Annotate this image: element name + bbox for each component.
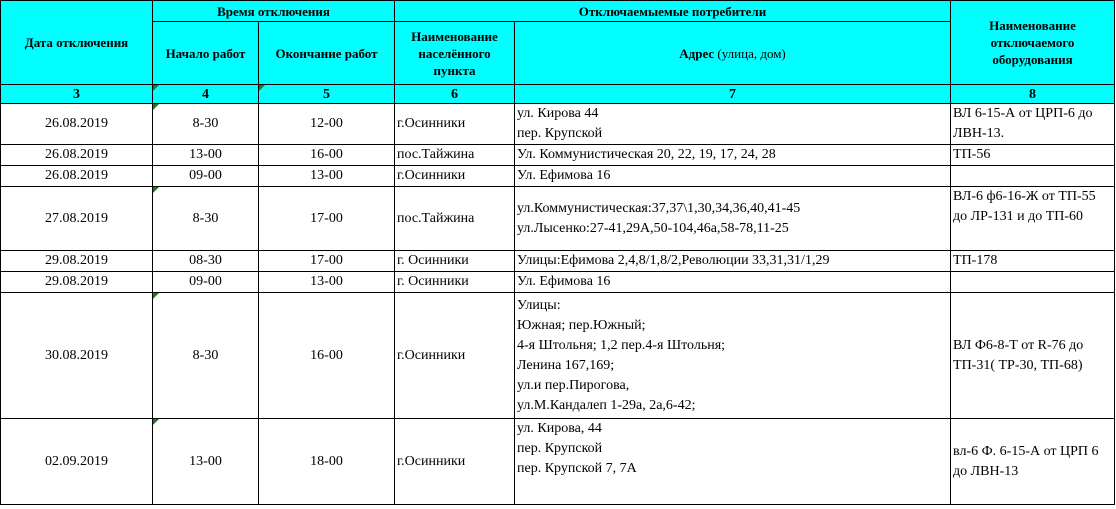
cell-address (515, 104, 951, 145)
address-line: пер. Крупской (517, 441, 603, 456)
cell-settlement: г.Осинники (395, 419, 515, 505)
cell-start: 13-00 (153, 145, 259, 166)
table-row (1, 104, 1115, 145)
table-row (1, 251, 1115, 272)
cell-date: 26.08.2019 (1, 166, 153, 187)
col-number: 7 (515, 85, 951, 104)
cell-start: 8-30 (153, 104, 259, 145)
cell-settlement: пос.Тайжина (395, 145, 515, 166)
cell-settlement: пос.Тайжина (395, 187, 515, 251)
header-start: Начало работ (153, 22, 259, 85)
address-line: Ул. Ефимова 16 (517, 168, 611, 183)
table-row (1, 166, 1115, 187)
cell-settlement: г.Осинники (395, 166, 515, 187)
cell-date: 26.08.2019 (1, 145, 153, 166)
header-end: Окончание работ (259, 22, 395, 85)
cell-end: 13-00 (259, 166, 395, 187)
cell-start: 8-30 (153, 187, 259, 251)
cell-end: 13-00 (259, 272, 395, 293)
table-row (1, 187, 1115, 251)
address-line: Ленина 167,169; (517, 357, 615, 373)
cell-end: 17-00 (259, 187, 395, 251)
address-line: ул.Коммунистическая:37,37\1,30,34,36,40,41-45 (517, 200, 801, 216)
header-equipment: Наименование отключаемого оборудования (951, 1, 1115, 85)
address-line: ул.Лысенко:27-41,29А,50-104,46а,58-78,11-25 (517, 220, 789, 236)
cell-equipment (951, 166, 1115, 187)
cell-address (515, 145, 951, 166)
address-line: 4-я Штольня; 1,2 пер.4-я Штольня; (517, 337, 726, 353)
header-date: Дата отключения (1, 1, 153, 85)
header-address (515, 22, 951, 85)
col-number: 6 (395, 85, 515, 104)
cell-date: 29.08.2019 (1, 272, 153, 293)
col-number: 3 (1, 85, 153, 104)
col-number: 8 (951, 85, 1115, 104)
cell-end: 17-00 (259, 251, 395, 272)
cell-start: 09-00 (153, 272, 259, 293)
cell-address (515, 419, 951, 505)
address-line: Южная; пер.Южный; (517, 317, 646, 333)
address-line: Улицы: (517, 297, 561, 313)
address-line: ул.и пер.Пирогова, (517, 377, 630, 393)
cell-end: 16-00 (259, 145, 395, 166)
address-line: ул. Кирова 44 (517, 106, 599, 121)
cell-equipment: ВЛ-6 ф6-16-Ж от ТП-55 до ЛР-131 и до ТП-60 (951, 187, 1115, 251)
cell-date: 27.08.2019 (1, 187, 153, 251)
address-line: Улицы:Ефимова 2,4,8/1,8/2,Революции 33,31,31/1,29 (517, 253, 830, 268)
cell-settlement: г. Осинники (395, 272, 515, 293)
address-line: Ул. Ефимова 16 (517, 274, 611, 289)
column-numbers-row (1, 85, 1115, 104)
cell-equipment: вл-6 Ф. 6-15-А от ЦРП 6 до ЛВН-13 (951, 419, 1115, 505)
cell-address (515, 293, 951, 419)
address-line: Ул. Коммунистическая 20, 22, 19, 17, 24, 28 (517, 147, 776, 162)
cell-start: 13-00 (153, 419, 259, 505)
cell-date: 02.09.2019 (1, 419, 153, 505)
col-number: 4 (153, 85, 259, 104)
cell-date: 26.08.2019 (1, 104, 153, 145)
cell-address (515, 166, 951, 187)
table-row (1, 145, 1115, 166)
cell-settlement: г.Осинники (395, 104, 515, 145)
cell-date: 30.08.2019 (1, 293, 153, 419)
cell-address (515, 272, 951, 293)
header-consumers-group: Отключаемыемые потребители (395, 1, 951, 22)
cell-settlement: г.Осинники (395, 293, 515, 419)
table-row (1, 419, 1115, 505)
cell-equipment (951, 272, 1115, 293)
header-address-label: Адрес (679, 45, 715, 61)
cell-end: 16-00 (259, 293, 395, 419)
header-address-sub: (улица, дом) (717, 45, 786, 61)
table-row (1, 293, 1115, 419)
address-line: ул.М.Кандалеп 1-29а, 2а,6-42; (517, 397, 696, 413)
address-line: пер. Крупской (517, 126, 603, 141)
col-number: 5 (259, 85, 395, 104)
header-settlement: Наименование населённого пункта (395, 22, 515, 85)
cell-equipment: ВЛ 6-15-А от ЦРП-6 до ЛВН-13. (951, 104, 1115, 145)
cell-address (515, 251, 951, 272)
address-line: ул. Кирова, 44 (517, 421, 602, 436)
cell-address (515, 187, 951, 251)
cell-start: 09-00 (153, 166, 259, 187)
cell-start: 08-30 (153, 251, 259, 272)
address-line: пер. Крупской 7, 7А (517, 461, 637, 476)
cell-end: 18-00 (259, 419, 395, 505)
cell-end: 12-00 (259, 104, 395, 145)
table-row (1, 272, 1115, 293)
cell-equipment: ВЛ Ф6-8-Т от R-76 до ТП-31( ТР-30, ТП-68) (951, 293, 1115, 419)
cell-settlement: г. Осинники (395, 251, 515, 272)
cell-date: 29.08.2019 (1, 251, 153, 272)
cell-equipment: ТП-178 (951, 251, 1115, 272)
cell-start: 8-30 (153, 293, 259, 419)
cell-equipment: ТП-56 (951, 145, 1115, 166)
header-time-group: Время отключения (153, 1, 395, 22)
